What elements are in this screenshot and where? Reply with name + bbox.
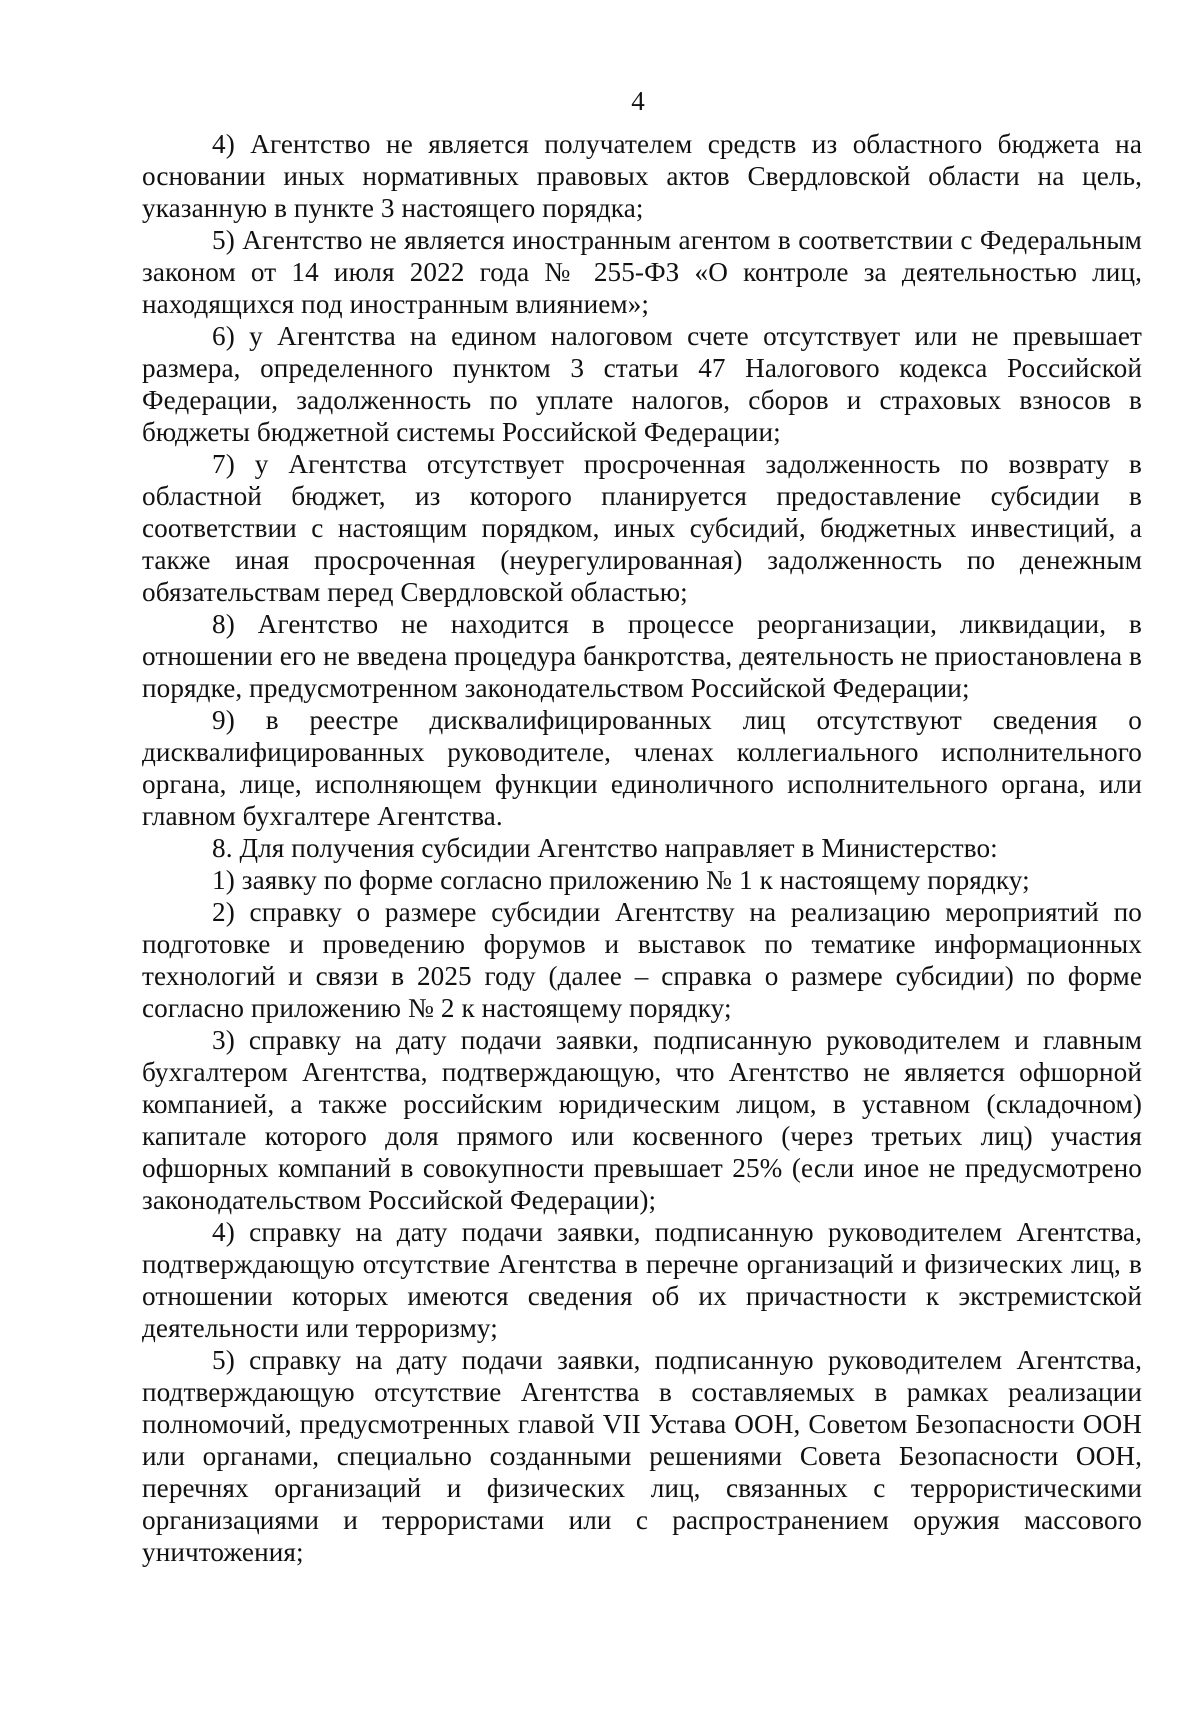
- paragraph-document-2: 2) справку о размере субсидии Агентству на реализацию мероприятий по подготовке и проведению форумов и выставок по тематике информационных технологий и связи в 2025 году (далее – справка о размере субсидии) по форме согласно приложению № 2 к настоящему порядку;: [142, 897, 1142, 1023]
- page-number: 4: [631, 86, 645, 116]
- paragraph-condition-9: 9) в реестре дисквалифицированных лиц отсутствуют сведения о дисквалифицированных руководителе, членах коллегиального исполнительного органа, лице, исполняющем функции единоличного исполнительного органа, или главном бухгалтере Агентства.: [142, 705, 1142, 831]
- paragraph-document-1: 1) заявку по форме согласно приложению № 1 к настоящему порядку;: [212, 865, 1030, 895]
- paragraph-condition-8: 8) Агентство не находится в процессе реорганизации, ликвидации, в отношении его не введена процедура банкротства, деятельность не приостановлена в порядке, предусмотренном законодательством Российской Федерации;: [142, 609, 1142, 703]
- paragraph-document-4: 4) справку на дату подачи заявки, подписанную руководителем Агентства, подтверждающую отсутствие Агентства в перечне организаций и физических лиц, в отношении которых имеются сведения об их причастности к экстремистской деятельности или терроризму;: [142, 1217, 1142, 1343]
- paragraph-document-3: 3) справку на дату подачи заявки, подписанную руководителем и главным бухгалтером Агентства, подтверждающую, что Агентство не является офшорной компанией, а также российским юридическим лицом, в уставном (складочном) капитале которого доля прямого или косвенного (через третьих лиц) участия офшорных компаний в совокупности превышает 25% (если иное не предусмотрено законодательством Российской Федерации);: [142, 1025, 1142, 1215]
- paragraph-document-5: 5) справку на дату подачи заявки, подписанную руководителем Агентства, подтверждающую отсутствие Агентства в составляемых в рамках реализации полномочий, предусмотренных главой VII Устава ООН, Советом Безопасности ООН или органами, специально созданными решениями Совета Безопасности ООН, перечнях организаций и физических лиц, связанных с террористическими организациями и террористами или с распространением оружия массового уничтожения;: [142, 1345, 1142, 1567]
- paragraph-condition-6: 6) у Агентства на едином налоговом счете отсутствует или не превышает размера, определенного пунктом 3 статьи 47 Налогового кодекса Российской Федерации, задолженность по уплате налогов, сборов и страховых взносов в бюджеты бюджетной системы Российской Федерации;: [142, 321, 1142, 447]
- paragraph-condition-4: 4) Агентство не является получателем средств из областного бюджета на основании иных нормативных правовых актов Свердловской области на цель, указанную в пункте 3 настоящего порядка;: [142, 129, 1142, 223]
- paragraph-condition-5: 5) Агентство не является иностранным агентом в соответствии с Федеральным законом от 14 июля 2022 года № 255-ФЗ «О контроле за деятельностью лиц, находящихся под иностранным влиянием»;: [142, 225, 1142, 319]
- paragraph-condition-7: 7) у Агентства отсутствует просроченная задолженность по возврату в областной бюджет, из которого планируется предоставление субсидии в соответствии с настоящим порядком, иных субсидий, бюджетных инвестиций, а также иная просроченная (неурегулированная) задолженность по денежным обязательствам перед Свердловской областью;: [142, 449, 1142, 607]
- paragraph-section-8: 8. Для получения субсидии Агентство направляет в Министерство:: [212, 833, 998, 863]
- document-body: [142, 128, 1142, 1568]
